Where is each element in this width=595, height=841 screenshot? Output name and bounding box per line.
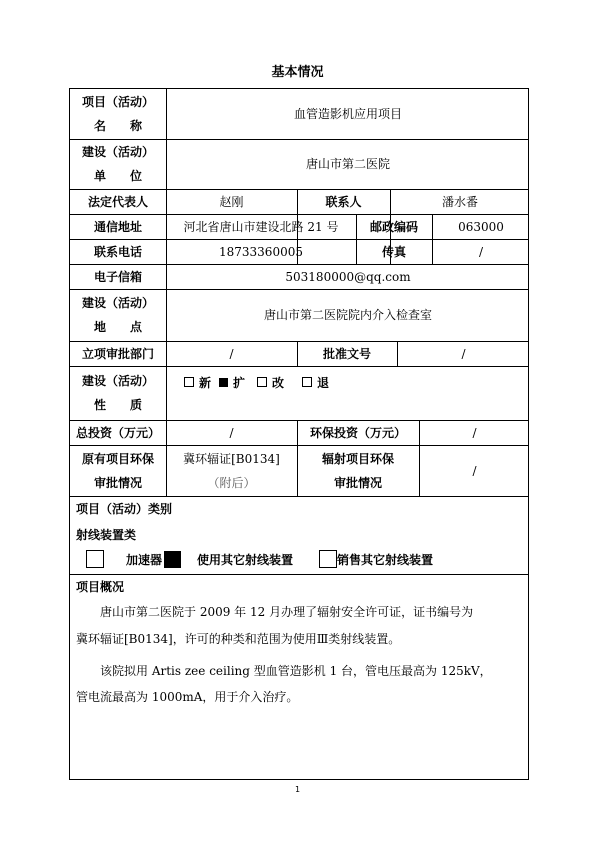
project-name-label-line1: 项目（活动） [81,95,154,109]
investment-value: / [229,425,234,440]
fax-label: 传真 [381,244,406,259]
unit-value: 唐山市第二医院 [305,157,390,171]
contact-label: 联系人 [325,194,362,209]
nature-expand-label: 扩 [233,375,246,390]
original-approval-value-line2: （附后） [207,475,256,490]
env-investment-value: / [472,425,477,440]
original-approval-label-line1: 原有项目环保 [81,451,154,466]
approval-doc-value: / [461,346,466,361]
email-label: 电子信箱 [93,269,142,284]
category-title: 项目（活动）类别 [76,502,173,516]
nature-expand-checkbox[interactable] [219,378,228,387]
address-label: 通信地址 [93,219,142,234]
nature-new-label: 新 [199,375,212,390]
unit-label-line1: 建设（活动） [81,145,154,159]
nature-label-line1: 建设（活动） [81,374,154,388]
nature-label-line2: 性 质 [93,398,142,412]
accelerator-label: 加速器 [126,552,163,567]
nature-options [184,373,329,391]
postal-value: 063000 [458,219,504,234]
rad-approval-label-line1: 辐射项目环保 [321,451,394,466]
sell-other-rays-checkbox[interactable] [319,550,337,568]
project-name-label-line2: 名 称 [93,119,142,133]
approval-dept-label: 立项审批部门 [81,346,154,361]
use-other-rays-label: 使用其它射线装置 [197,552,294,567]
phone-value: 18733360005 [219,244,303,259]
category-items [86,549,433,569]
env-investment-label: 环保投资（万元） [309,425,406,440]
category-subtitle: 射线装置类 [76,528,137,542]
overview-para1-line2: 冀环辐证[B0134]，许可的种类和范围为使用Ⅲ类射线装置。 [76,632,401,646]
contact-value: 潘水番 [441,194,478,209]
location-label [70,289,166,341]
original-approval-label [70,445,166,496]
project-name-value: 血管造影机应用项目 [293,107,402,121]
project-name-label [70,89,166,139]
postal-label: 邮政编码 [369,219,418,234]
nature-retire-checkbox[interactable] [302,377,312,387]
nature-new-checkbox[interactable] [184,377,194,387]
page-title: 基本情况 [271,65,324,80]
location-label-line1: 建设（活动） [81,296,154,310]
original-approval-value [166,445,297,496]
overview-para2-line1: 该院拟用 Artis zee ceiling 型血管造影机 1 台，管电压最高为 125kV， [100,664,492,678]
page-number: 1 [294,785,301,794]
original-approval-value-line1: 冀环辐证[B0134] [183,451,280,466]
nature-retire-label: 退 [317,375,330,390]
original-approval-label-line2: 审批情况 [93,475,142,490]
email-value: 503180000@qq.com [285,269,411,284]
approval-doc-label: 批准文号 [322,346,371,361]
fax-value: / [478,244,484,259]
accelerator-checkbox[interactable] [86,550,104,568]
address-value: 河北省唐山市建设北路 21 号 [183,219,339,234]
use-other-rays-checkbox[interactable] [164,551,181,568]
info-table [69,88,529,780]
overview-para1-line1: 唐山市第二医院于 2009 年 12 月办理了辐射安全许可证，证书编号为 [100,605,474,619]
nature-label [70,366,166,420]
approval-dept-value: / [229,346,234,361]
legal-rep-value: 赵刚 [219,194,244,209]
nature-modify-checkbox[interactable] [257,377,267,387]
legal-rep-label: 法定代表人 [87,194,148,209]
location-label-line2: 地 点 [93,320,142,334]
nature-modify-label: 改 [272,375,285,390]
investment-label: 总投资（万元） [75,425,160,440]
unit-label [70,139,166,189]
location-value: 唐山市第二医院院内介入检查室 [263,308,432,322]
overview-title: 项目概况 [76,580,125,594]
rad-approval-label-line2: 审批情况 [333,475,382,490]
rad-approval-value: / [472,463,477,478]
unit-label-line2: 单 位 [93,169,142,183]
sell-other-rays-label: 销售其它射线装置 [337,552,434,567]
phone-label: 联系电话 [93,244,142,259]
overview-para2-line2: 管电流最高为 1000mA，用于介入治疗。 [76,690,299,704]
rad-approval-label [297,445,419,496]
